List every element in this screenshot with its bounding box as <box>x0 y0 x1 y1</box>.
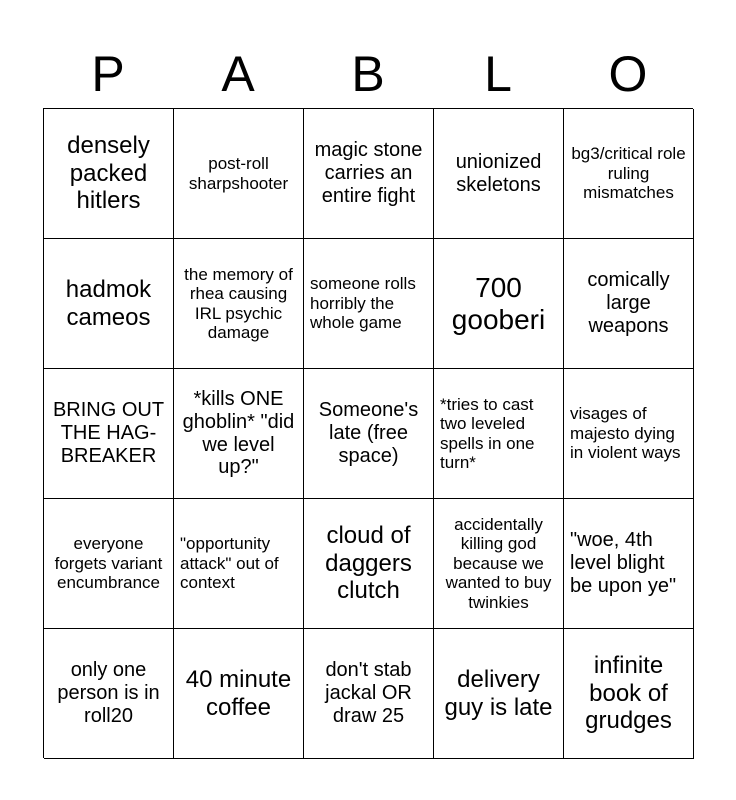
cell-text: magic stone carries an entire fight <box>314 139 423 207</box>
bingo-cell[interactable] <box>174 499 304 629</box>
cell-text: comically large weapons <box>587 269 670 337</box>
cell-text: the memory of rhea causing IRL psychic damage <box>184 264 293 342</box>
cell-text: cloud of daggers clutch <box>325 522 412 605</box>
bingo-cell[interactable] <box>434 369 564 499</box>
bingo-cell[interactable] <box>304 499 434 629</box>
header-letter-o: O <box>608 46 648 102</box>
bingo-cell[interactable] <box>44 109 174 239</box>
cell-text: post-roll sharpshooter <box>188 154 289 193</box>
bingo-cell[interactable] <box>44 369 174 499</box>
cell-text: hadmok cameos <box>65 276 152 331</box>
cell-text: unionized skeletons <box>455 150 542 196</box>
cell-text: delivery guy is late <box>444 666 553 721</box>
cell-text: BRING OUT THE HAG-BREAKER <box>52 399 165 467</box>
free-space-cell[interactable] <box>304 369 434 499</box>
bingo-header <box>43 40 693 108</box>
cell-text: bg3/critical role ruling mismatches <box>571 144 686 203</box>
cell-text: densely packed hitlers <box>67 132 150 215</box>
cell-text: don't stab jackal OR draw 25 <box>325 659 412 727</box>
header-letter-p: P <box>91 46 125 102</box>
bingo-cell[interactable] <box>564 629 694 759</box>
cell-text: *tries to cast two leveled spells in one turn* <box>440 394 535 472</box>
bingo-cell[interactable] <box>434 239 564 369</box>
bingo-cell[interactable] <box>304 629 434 759</box>
cell-text: 40 minute coffee <box>185 666 292 721</box>
bingo-cell[interactable] <box>174 629 304 759</box>
bingo-cell[interactable] <box>564 369 694 499</box>
bingo-cell[interactable] <box>434 629 564 759</box>
cell-text: "opportunity attack" out of context <box>180 534 279 593</box>
bingo-cell[interactable] <box>44 499 174 629</box>
cell-text: only one person is in roll20 <box>57 659 160 727</box>
header-letter-b: B <box>351 46 385 102</box>
header-letter-l: L <box>484 46 512 102</box>
bingo-cell[interactable] <box>174 239 304 369</box>
cell-text: accidentally killing god because we wanted to buy twinkies <box>445 515 552 612</box>
bingo-cell[interactable] <box>564 239 694 369</box>
cell-text: infinite book of grudges <box>585 652 672 735</box>
cell-text: everyone forgets variant encumbrance <box>54 534 163 593</box>
bingo-cell[interactable] <box>304 239 434 369</box>
bingo-board <box>43 108 693 758</box>
bingo-cell[interactable] <box>434 109 564 239</box>
bingo-cell[interactable] <box>174 109 304 239</box>
cell-text: "woe, 4th level blight be upon ye" <box>570 529 677 597</box>
cell-text: 700 gooberi <box>451 271 546 335</box>
bingo-cell[interactable] <box>434 499 564 629</box>
bingo-cell[interactable] <box>44 239 174 369</box>
bingo-cell[interactable] <box>44 629 174 759</box>
cell-text: visages of majesto dying in violent ways <box>570 404 681 463</box>
bingo-cell[interactable] <box>564 499 694 629</box>
cell-text: someone rolls horribly the whole game <box>310 274 416 333</box>
cell-text: *kills ONE ghoblin* "did we level up?" <box>182 387 295 479</box>
bingo-cell[interactable] <box>564 109 694 239</box>
cell-text: Someone's late (free space) <box>318 399 419 467</box>
header-letter-a: A <box>221 46 255 102</box>
bingo-cell[interactable] <box>304 109 434 239</box>
bingo-cell[interactable] <box>174 369 304 499</box>
